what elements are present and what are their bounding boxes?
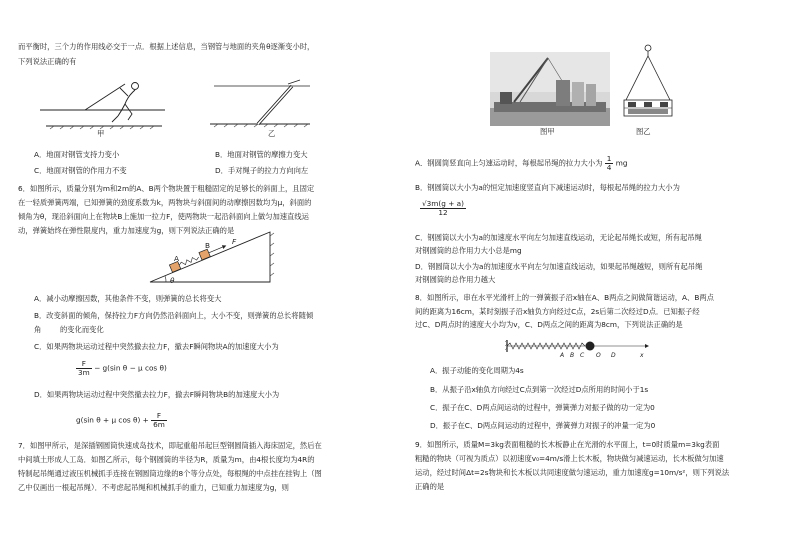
q7-option-b-formula: [420, 200, 466, 217]
q6-stem-line3: 倾角为θ，现沿斜面向上在物块B上施加一拉力F，使两物块一起沿斜面向上做匀加速直线运: [18, 212, 309, 221]
q7-a-pre: A．钢圆筒竖直向上匀速运动时，每根起吊绳的拉力大小为: [415, 158, 603, 168]
figure-spring-oscillator: [505, 338, 650, 358]
q6-option-a: A．减小动摩擦因数，其他条件不变，则弹簧的总长将变大: [34, 294, 222, 303]
q6-c-den: 3m: [78, 368, 90, 377]
incline-label-a: A: [174, 254, 179, 263]
incline-label-f: F: [232, 237, 237, 246]
q9-stem-line2: 粗糙的物块（可视为质点）以初速度v₀=4m/s滑上长木板，物块做匀减速运动，长木板做匀加速: [415, 454, 724, 463]
figure-incline: [150, 226, 275, 288]
q7-stem-line3: 特制起吊绳通过液压机械抓手连接在钢圆筒边缘的8个等分点处，每根绳的中点挂在挂钩上（图: [18, 469, 322, 478]
axis-label-x: x: [640, 352, 644, 359]
q6-option-b-line2a: 角: [34, 325, 42, 334]
q8-stem-line2: 间的距离为16cm，某时刻振子沿x轴负方向经过C点，2s后第二次经过D点．已知振子经: [415, 307, 700, 316]
q6-stem-line1: 6．如图所示，质量分别为m和2m的A、B两个物块置于粗糙固定的足够长的斜面上，且固定: [18, 184, 315, 193]
incline-label-theta: θ: [170, 276, 175, 285]
q6-stem-line2: 在一轻质弹簧两端，已知弹簧的劲度系数为k，两物块与斜面间的动摩擦因数均为μ，斜面的: [18, 198, 312, 207]
q6-option-c-line1: C．如果两物块运动过程中突然撤去拉力F，撤去F瞬间物块A的加速度大小为: [34, 342, 279, 351]
q7-b-den: 12: [438, 208, 448, 217]
axis-label-d: D: [611, 352, 616, 359]
q7-option-d-line2: 对钢圆筒的总作用力越大: [415, 275, 496, 284]
axis-label-o: O: [596, 352, 601, 359]
q7-stem-line4: 乙中仅画出一根起吊绳）．不考虑起吊绳和机械抓手的重力，已知重力加速度为g，则: [18, 483, 289, 492]
q8-option-a: A．振子动能的变化周期为4s: [430, 366, 524, 375]
q8-option-b: B．从振子沿x轴负方向经过C点到第一次经过D点所用的时间小于1s: [430, 385, 649, 394]
q6-option-b-line1: B．改变斜面的倾角，保持拉力F方向仍然沿斜面向上，大小不变，则弹簧的总长将随倾: [34, 311, 314, 320]
q5-option-c: C．地面对钢管的作用力不变: [34, 166, 127, 175]
q8-option-c: C．振子在C、D两点间运动的过程中，弹簧弹力对振子做的功一定为0: [430, 403, 655, 412]
figure-jia-right-label: 图甲: [540, 127, 555, 136]
q9-stem-line3: 运动，经过时间Δt=2s物块和长木板以共同速度做匀速运动，重力加速度g=10m/s²，则下列说法: [415, 468, 730, 477]
q9-stem-line4: 正确的是: [415, 482, 445, 491]
q8-stem-line3: 过C、D两点时的速度大小均为v，C、D两点之间的距离为8cm，下列说法正确的是: [415, 320, 683, 329]
q7-option-b-line1: B．钢圆筒以大小为a的恒定加速度竖直向下减速运动时，每根起吊绳的拉力大小为: [415, 183, 680, 192]
axis-label-b: B: [570, 352, 575, 359]
figure-yi-pipe: [210, 78, 315, 138]
q7-option-a: [415, 155, 627, 172]
q7-stem-line2: 中间填土形成人工岛．如图乙所示，每个钢圆筒的半径为R，质量为m，由4根长度均为4R的: [18, 455, 315, 464]
q7-a-post: mg: [615, 158, 628, 168]
q6-d-pre: g(sin θ + μ cos θ) +: [76, 415, 149, 425]
q7-a-num: 1: [606, 154, 612, 163]
q6-option-d-line1: D．如果两物块运动过程中突然撤去拉力F，撤去F瞬间物块B的加速度大小为: [34, 390, 280, 399]
q9-stem-line1: 9．如图所示，质量M=3kg表面粗糙的长木板静止在光滑的水平面上，t=0时质量m=3kg表面: [415, 440, 720, 449]
q6-option-c-formula: [76, 360, 167, 377]
figure-yi-label: 乙: [268, 129, 276, 138]
q5-intro-line2: 下列说法正确的有: [18, 57, 77, 66]
q6-stem-line4: 动，弹簧始终在弹性限度内，重力加速度为g，则下列说法正确的是: [18, 226, 235, 235]
q6-d-fraction: [151, 412, 167, 429]
q5-option-a: A．地面对钢管支持力变小: [34, 150, 120, 159]
q6-c-fraction: [76, 360, 92, 377]
q5-option-d: D．手对绳子的拉力方向向左: [215, 166, 309, 175]
q7-b-num: √3m(g + a): [422, 199, 464, 208]
q6-d-den: 6m: [153, 420, 165, 429]
axis-label-c: C: [580, 352, 585, 359]
q7-option-c-line2: 对钢圆筒的总作用力大小总是mg: [415, 246, 522, 255]
q6-c-rest: − g(sin θ − μ cos θ): [94, 363, 167, 373]
q7-b-fraction: [420, 200, 466, 217]
q6-d-num: F: [151, 412, 167, 421]
q8-stem-line1: 8．如图所示，串在水平光滑杆上的一弹簧振子沿x轴在A、B两点之间做简谐运动，A、B两点: [415, 293, 714, 302]
figure-crane-photo: [490, 52, 610, 126]
q5-option-b: B．地面对钢管的摩擦力变大: [215, 150, 308, 159]
q7-a-den: 4: [606, 163, 612, 172]
figure-yi-right-label: 图乙: [636, 127, 651, 136]
incline-label-b: B: [205, 241, 211, 250]
q6-option-d-formula: [76, 412, 167, 429]
q8-option-d: D．振子在C、D两点间运动的过程中，弹簧弹力对振子的冲量一定为0: [430, 421, 656, 430]
q6-c-num: F: [76, 360, 92, 369]
q5-intro-line1: 而平衡时，三个力的作用线必交于一点．根据上述信息，当钢管与地面的夹角θ逐渐变小时，: [18, 42, 315, 51]
q7-a-fraction: [605, 155, 614, 172]
figure-jia-label: 甲: [97, 129, 105, 138]
q7-option-d-line1: D．钢圆筒以大小为a的加速度水平向左匀加速直线运动，如果起吊绳越短，则所有起吊绳: [415, 262, 703, 271]
axis-label-a: A: [560, 352, 565, 359]
q7-option-c-line1: C．钢圆筒以大小为a的加速度水平向左匀加速直线运动，无论起吊绳长或短，所有起吊绳: [415, 233, 702, 242]
q6-option-b-line2b: 的变化而变化: [60, 325, 104, 334]
figure-cylinder-rope: [622, 42, 674, 126]
q7-stem-line1: 7．如图甲所示，是深插钢圆筒快速成岛技术，即起重船吊起巨型钢圆筒插入海床固定，然后在: [18, 441, 322, 450]
